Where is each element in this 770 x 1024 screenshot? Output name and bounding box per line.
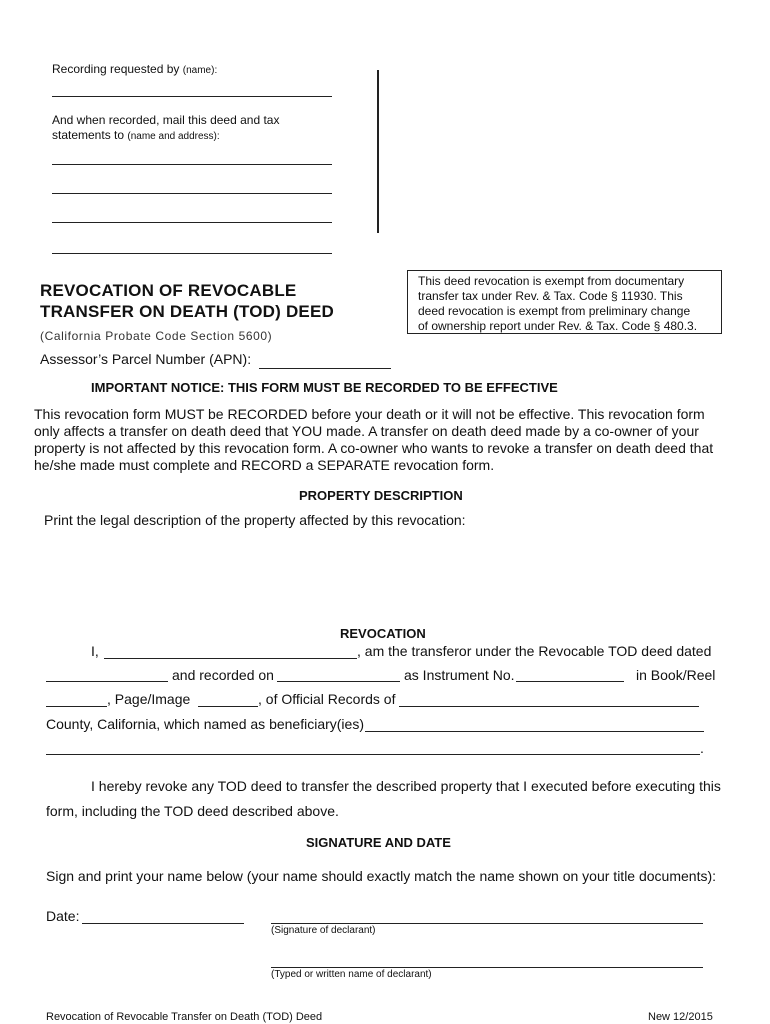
typed-name-caption: (Typed or written name of declarant) <box>271 969 432 980</box>
notice-line-2: only affects a transfer on death deed that YOU made. A transfer on death deed made by a co-owner of your <box>34 423 699 439</box>
mail-to-field-4[interactable] <box>52 239 332 254</box>
recorded-on-field[interactable] <box>277 667 400 682</box>
transferor-text: , am the transferor under the Revocable TOD deed dated <box>357 643 712 659</box>
revocation-i-label: I, <box>91 643 99 659</box>
mail-to-sub: (name and address): <box>127 131 220 142</box>
revocation-heading: REVOCATION <box>340 626 426 641</box>
beneficiary-field-2[interactable] <box>46 740 700 755</box>
official-records-county-field[interactable] <box>399 692 699 707</box>
date-field[interactable] <box>82 909 244 924</box>
property-description-heading: PROPERTY DESCRIPTION <box>299 488 463 503</box>
recording-requested-text: Recording requested by <box>52 62 180 76</box>
signature-caption: (Signature of declarant) <box>271 925 376 936</box>
form-title-line2: TRANSFER ON DEATH (TOD) DEED <box>40 302 334 321</box>
notice-line-4: he/she made must complete and RECORD a SEPARATE revocation form. <box>34 457 495 473</box>
exempt-line-4: of ownership report under Rev. & Tax. Code § 480.3. <box>418 319 698 333</box>
recording-requested-label <box>52 62 217 76</box>
beneficiary-field-1[interactable] <box>365 717 704 732</box>
county-beneficiary-label: County, California, which named as beneficiary(ies) <box>46 716 364 732</box>
notice-line-1: This revocation form MUST be RECORDED before your death or it will not be effective. This revocation form <box>34 406 705 422</box>
signature-field[interactable] <box>271 909 703 924</box>
typed-name-field[interactable] <box>271 953 703 968</box>
apn-field[interactable] <box>259 354 391 369</box>
mail-to-field-2[interactable] <box>52 179 332 194</box>
signature-heading: SIGNATURE AND DATE <box>306 835 451 850</box>
official-records-label: , of Official Records of <box>258 691 396 707</box>
apn-label: Assessor’s Parcel Number (APN): <box>40 351 252 367</box>
exempt-line-2: transfer tax under Rev. & Tax. Code § 11930. This <box>418 289 683 303</box>
revoke-statement-line2: form, including the TOD deed described above. <box>46 803 339 819</box>
form-title-line1: REVOCATION OF REVOCABLE <box>40 281 297 300</box>
deed-date-field[interactable] <box>46 667 168 682</box>
property-description-instruction: Print the legal description of the property affected by this revocation: <box>44 512 466 528</box>
recording-requested-field[interactable] <box>52 82 332 97</box>
recording-divider <box>377 70 379 233</box>
book-reel-label: in Book/Reel <box>636 667 716 683</box>
footer-revision-date: New 12/2015 <box>648 1011 713 1023</box>
exempt-line-1: This deed revocation is exempt from documentary <box>418 274 685 288</box>
property-description-area[interactable] <box>44 534 714 620</box>
revoke-statement-line1: I hereby revoke any TOD deed to transfer the described property that I executed before executing this <box>91 778 721 794</box>
book-reel-field[interactable] <box>46 692 107 707</box>
beneficiary-period: . <box>700 740 704 756</box>
signature-instruction: Sign and print your name below (your name should exactly match the name shown on your title documents): <box>46 868 717 884</box>
mail-to-label-line2 <box>52 128 220 142</box>
notice-line-3: property is not affected by this revocation form. A co-owner who wants to revoke a transfer on death deed that <box>34 440 714 456</box>
mail-to-field-3[interactable] <box>52 208 332 223</box>
mail-to-label-line1: And when recorded, mail this deed and tax <box>52 113 280 127</box>
recording-requested-sub: (name): <box>182 65 218 76</box>
page-image-label: , Page/Image <box>107 691 191 707</box>
probate-code-ref: (California Probate Code Section 5600) <box>40 329 273 343</box>
mail-to-field-1[interactable] <box>52 150 332 165</box>
mail-to-text: statements to <box>52 128 125 142</box>
tax-exempt-box <box>407 270 722 334</box>
recorded-on-label: and recorded on <box>172 667 274 683</box>
important-notice-heading: IMPORTANT NOTICE: THIS FORM MUST BE RECORDED TO BE EFFECTIVE <box>91 380 558 395</box>
instrument-no-field[interactable] <box>516 667 624 682</box>
footer-form-name: Revocation of Revocable Transfer on Death (TOD) Deed <box>46 1011 323 1023</box>
instrument-no-label: as Instrument No. <box>404 667 515 683</box>
transferor-name-field[interactable] <box>104 644 357 659</box>
date-label: Date: <box>46 908 80 924</box>
page-image-field[interactable] <box>198 692 258 707</box>
exempt-line-3: deed revocation is exempt from preliminary change <box>418 304 691 318</box>
